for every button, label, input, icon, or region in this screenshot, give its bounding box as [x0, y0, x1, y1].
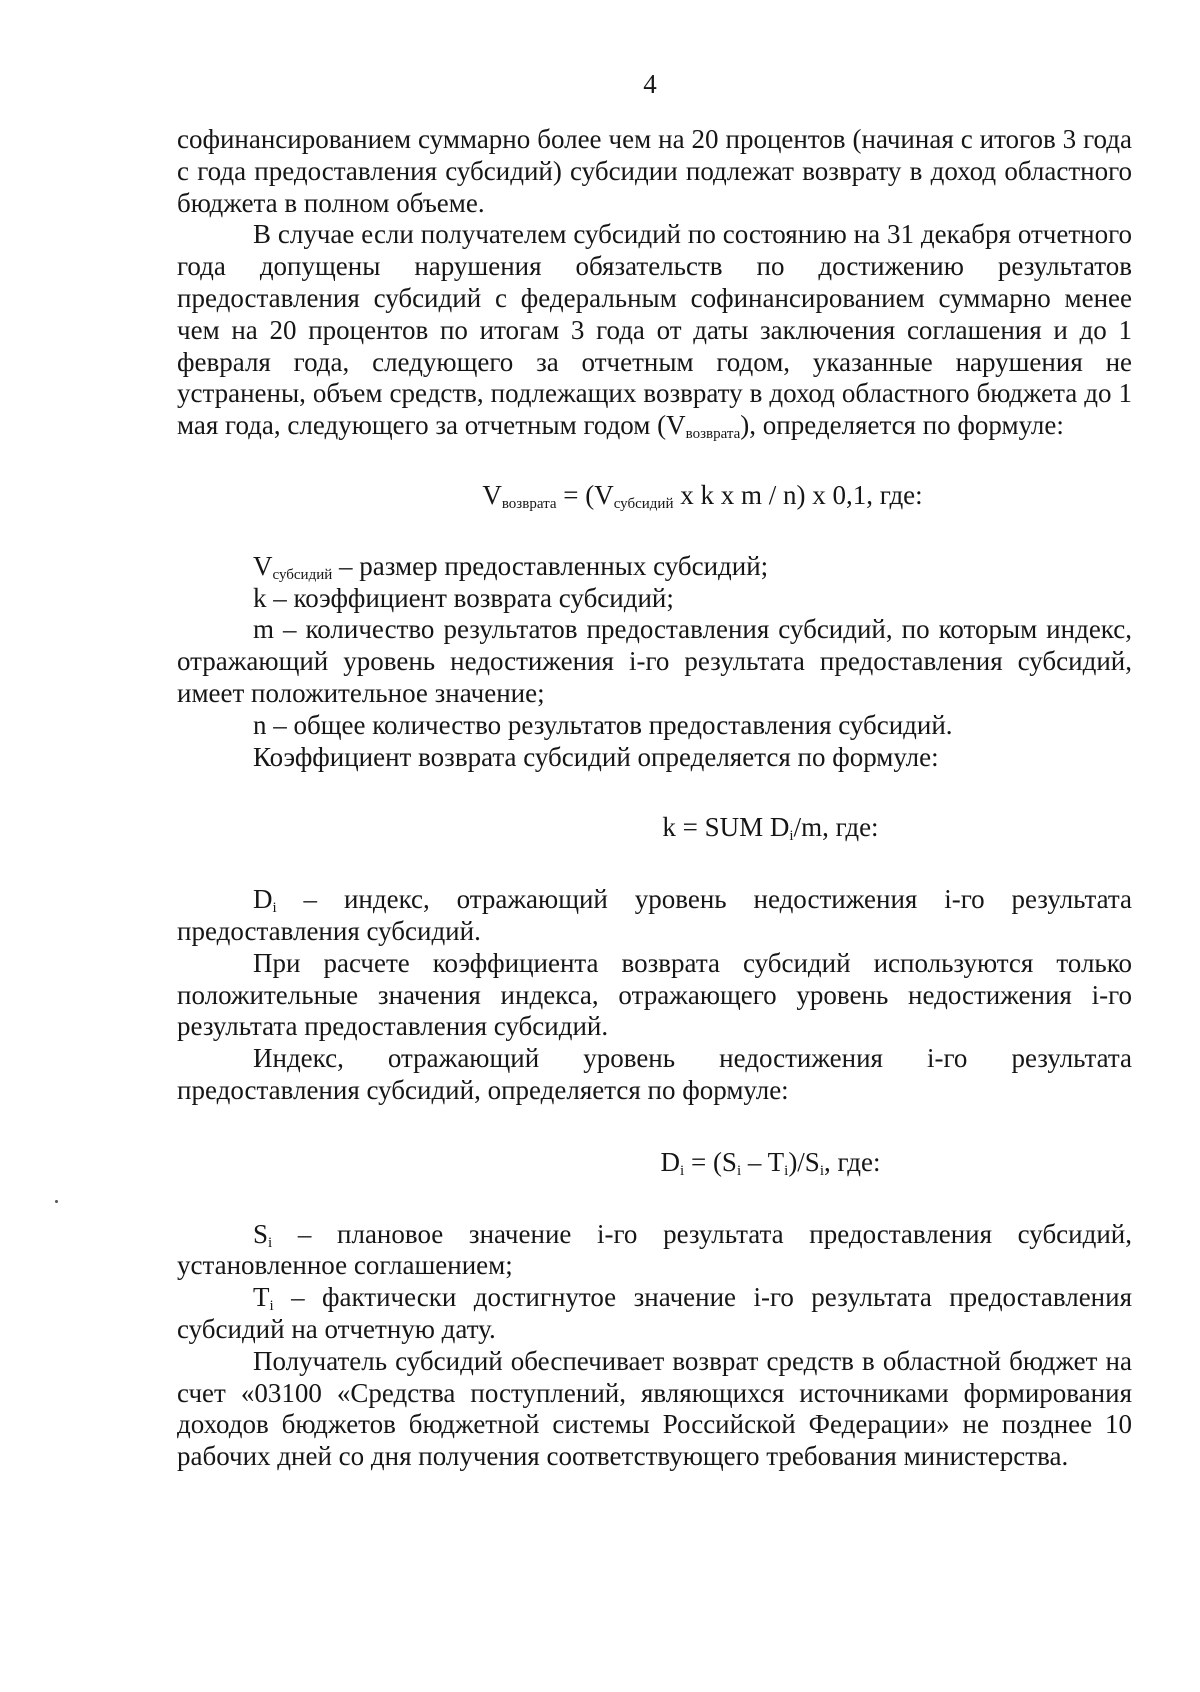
- document-body: [177, 124, 1132, 1473]
- formula-rest: x k x m / n) x 0,1, где:: [673, 479, 923, 510]
- definition-s: [177, 1219, 1132, 1283]
- definition-t-subscript: i: [269, 1298, 274, 1315]
- paragraph-index-intro: Индекс, отражающий уровень недостижения i-го результата предоставления субсидий, определяется по формуле:: [177, 1043, 1132, 1105]
- page-number: 4: [643, 69, 657, 99]
- definition-t: [177, 1282, 1132, 1346]
- definition-t-symbol: T: [253, 1282, 270, 1313]
- formula-d: [177, 1147, 1132, 1179]
- definition-m: m – количество результатов предоставления субсидий, по которым индекс, отражающий уровень недостижения i-го результата предоставления субсидий, имеет положительное значение;: [177, 614, 1132, 708]
- formula-t-subscript: i: [784, 1162, 789, 1179]
- formula-k: [177, 812, 1132, 844]
- definition-s-text: – плановое значение i-го результата предоставления субсидий, установленное соглашением;: [177, 1218, 1132, 1281]
- formula-s-subscript: i: [736, 1162, 742, 1179]
- definition-v-subsidiy: [177, 551, 1132, 583]
- definition-n: n – общее количество результатов предоставления субсидий.: [253, 709, 953, 740]
- scan-speck: [55, 1200, 58, 1203]
- definition-d: [177, 884, 1132, 948]
- definition-d-text: – индекс, отражающий уровень недостижения i-го результата предоставления субсидий.: [177, 884, 1132, 946]
- subscript-vozvrata: возврата: [685, 426, 741, 443]
- k-formula-intro: Коэффициент возврата субсидий определяется по формуле:: [253, 741, 939, 772]
- formula-s2-subscript: i: [819, 1162, 824, 1179]
- formula-d-part-c: )/S: [788, 1146, 820, 1177]
- definition-d-symbol: D: [253, 884, 273, 915]
- formula-d-tail: , где:: [824, 1146, 881, 1177]
- formula-equals-part: = (V: [556, 479, 614, 510]
- formula-d-symbol: D: [660, 1146, 681, 1177]
- formula-d-subscript: i: [680, 1162, 685, 1179]
- definition-v-text: – размер предоставленных субсидий;: [332, 550, 769, 581]
- formula-vsub-subscript: субсидий: [613, 495, 674, 512]
- definition-v-symbol: V: [253, 550, 273, 581]
- formula-v-vozvrata: [177, 480, 1132, 512]
- formula-v-symbol: V: [482, 479, 502, 510]
- paragraph-return-account: Получатель субсидий обеспечивает возврат средств в областной бюджет на счет «03100 «Средства поступлений, являющихся источниками формирования доходов бюджетов бюджетной системы Российской Федерации» не позднее 10 рабочих дней со дня получения соответствующего требования министерства.: [177, 1345, 1132, 1472]
- paragraph-calculation: При расчете коэффициента возврата субсидий используются только положительные значения индекса, отражающего уровень недостижения i-го результата предоставления субсидий.: [177, 947, 1132, 1042]
- definition-s-symbol: S: [253, 1218, 269, 1249]
- paragraph-violation-text: В случае если получателем субсидий по состоянию на 31 декабря отчетного года допущены нарушения обязательств по достижению результатов предоставления субсидий с федеральным софинансированием суммарно менее чем на 20 процентов по итогам 3 года от даты заключения соглашения и до 1 февраля года, следующего за отчетным годом, указанные нарушения не устранены, объем средств, подлежащих возврату в доход областного бюджета до 1 мая года, следующего за отчетным годом (V: [177, 219, 1132, 441]
- formula-v-subscript: возврата: [501, 495, 557, 512]
- definition-d-subscript: i: [272, 900, 277, 917]
- paragraph-violation-case: [177, 219, 1132, 442]
- definition-v-subscript: субсидий: [272, 566, 333, 583]
- definition-t-text: – фактически достигнутое значение i-го результата предоставления субсидий на отчетную дату.: [177, 1282, 1132, 1344]
- definition-k: k – коэффициент возврата субсидий;: [253, 582, 674, 613]
- formula-k-right: /m, где:: [793, 812, 879, 843]
- formula-d-part-b: – T: [741, 1146, 785, 1177]
- definition-s-subscript: i: [268, 1234, 273, 1251]
- formula-d-part-a: = (S: [684, 1146, 737, 1177]
- formula-k-left: k = SUM D: [662, 812, 790, 843]
- paragraph-continuation: софинансированием суммарно более чем на 20 процентов (начиная с итогов 3 года с года предоставления субсидий) субсидии подлежат возврату в доход областного бюджета в полном объеме.: [177, 124, 1132, 218]
- paragraph-violation-tail: ), определяется по формуле:: [740, 410, 1064, 441]
- formula-k-subscript: i: [789, 828, 794, 845]
